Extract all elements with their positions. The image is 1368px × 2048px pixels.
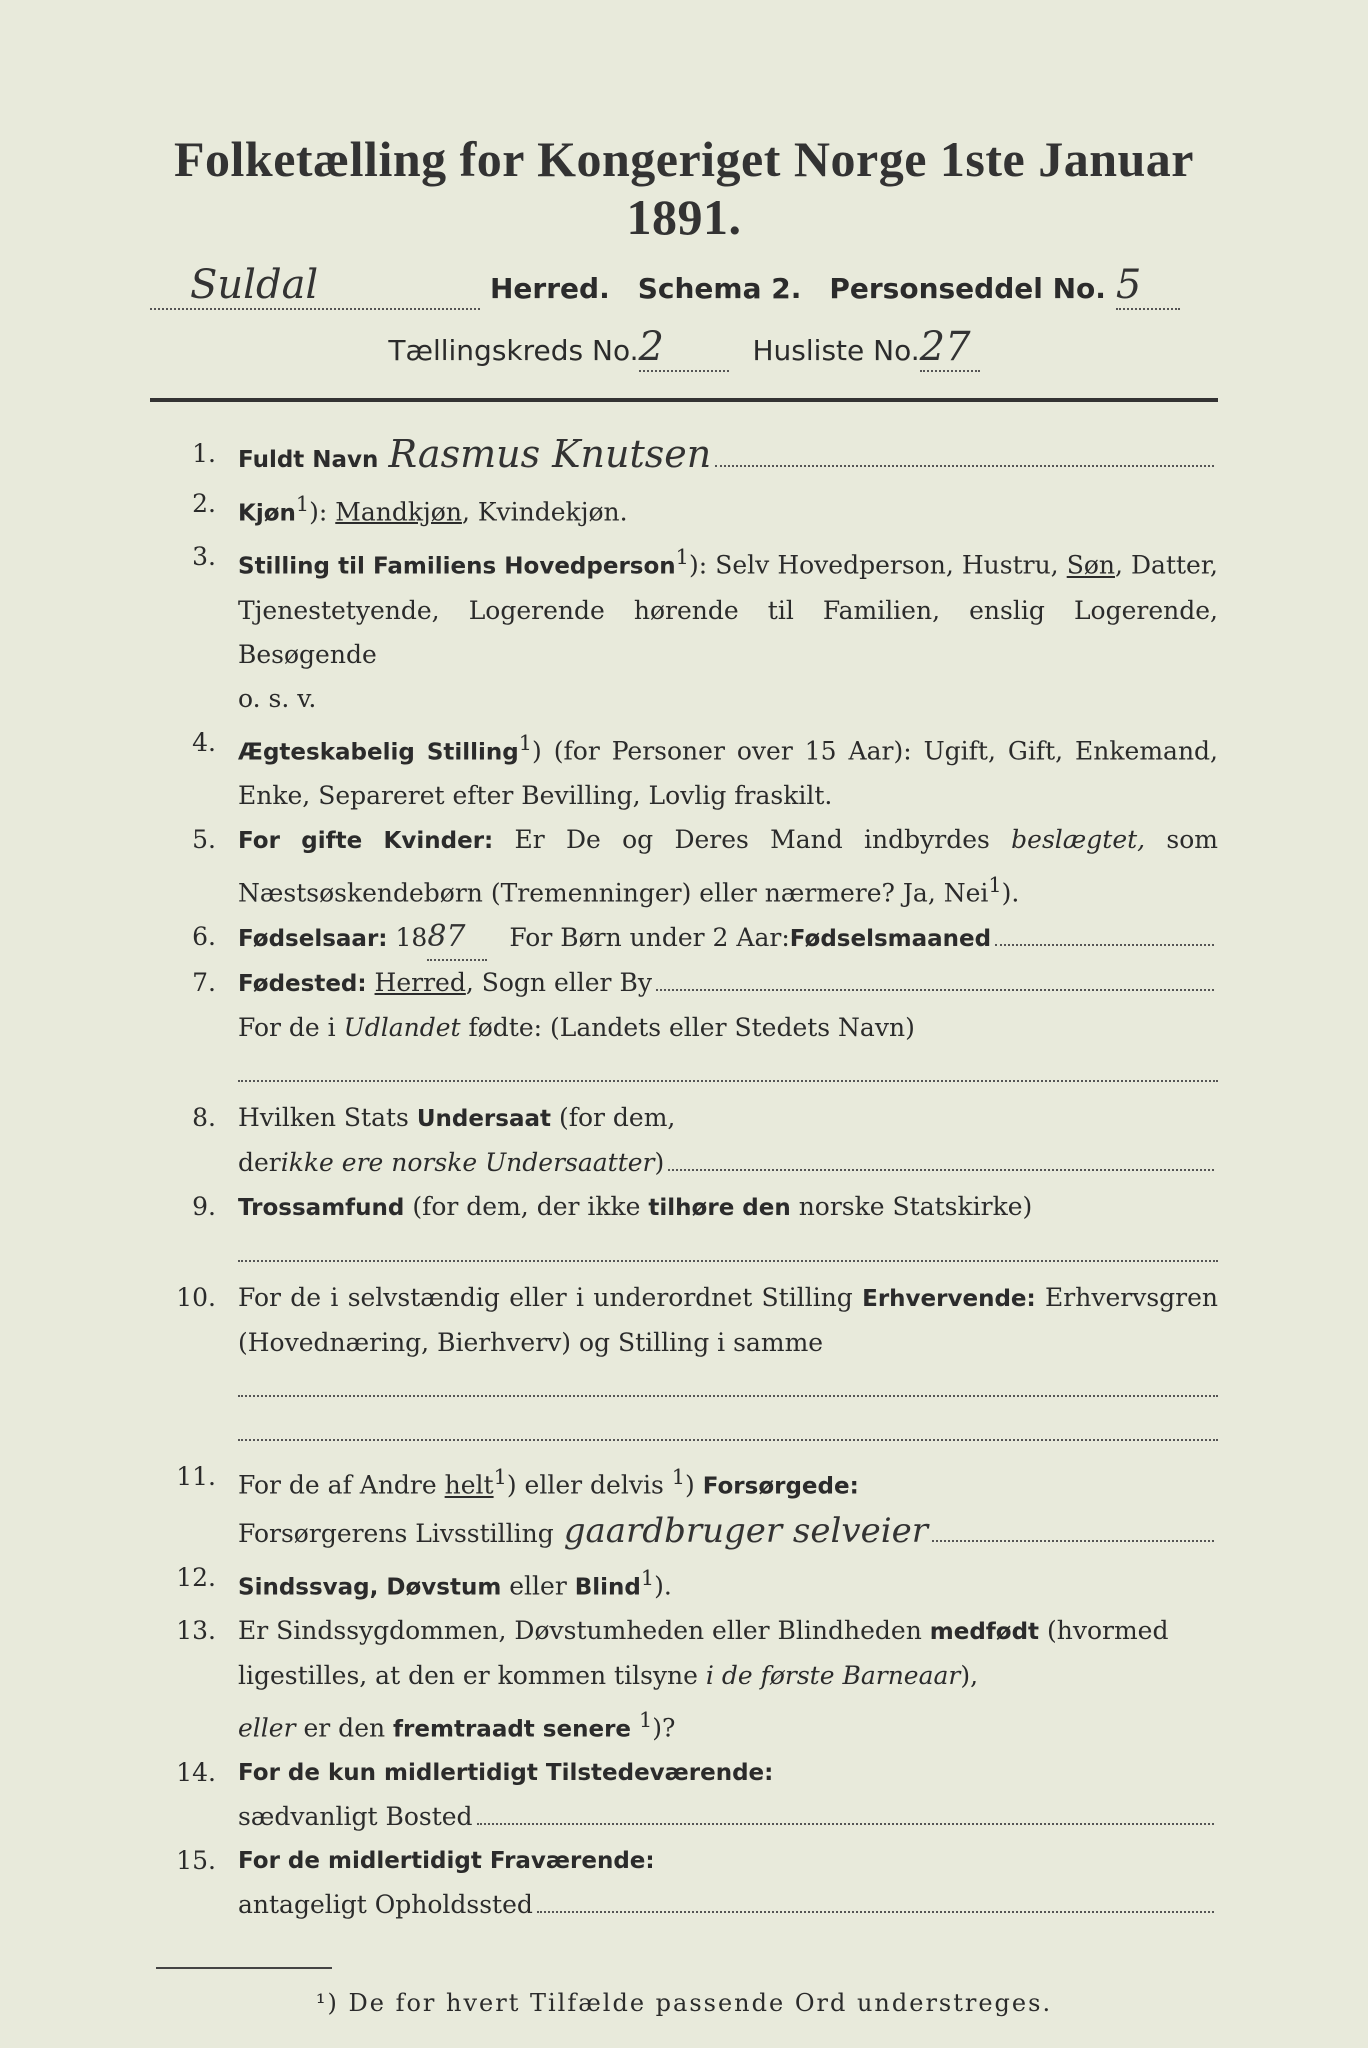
field-text: ): Selv Hovedperson, Hustru,: [688, 550, 1067, 580]
field-text: o. s. v.: [238, 683, 317, 713]
field-text: For de af Andre: [238, 1470, 445, 1500]
selected-option: helt: [444, 1470, 494, 1500]
footnote-mark: 1: [295, 492, 310, 516]
blank-line: [238, 1050, 1218, 1082]
field-label: Ægteskabelig Stilling: [238, 738, 519, 765]
field-label: tilhøre den: [648, 1195, 791, 1222]
field-14: [150, 1751, 1218, 1839]
field-number: 11.: [176, 1462, 216, 1492]
field-label: Erhvervende:: [862, 1286, 1036, 1313]
field-text: sædvanligt Bosted: [238, 1802, 473, 1832]
field-number: 14.: [176, 1758, 216, 1788]
husliste-label: Husliste No.: [752, 334, 920, 367]
herred-line: [150, 262, 1218, 310]
provider-occupation-value: gaardbruger selveier: [563, 1510, 928, 1551]
field-text: (for dem,: [551, 1103, 676, 1133]
header-rule: [150, 398, 1218, 402]
blank-line: [238, 1409, 1218, 1441]
field-number: 10.: [176, 1283, 216, 1313]
field-label: Forsørgede:: [702, 1473, 859, 1500]
footnote-separator: [156, 1967, 332, 1969]
kreds-label: Tællingskreds No.: [388, 334, 639, 367]
field-1: [150, 432, 1218, 482]
field-number: 7.: [192, 968, 216, 998]
field-label: Kjøn: [238, 500, 296, 527]
field-label: For gifte Kvinder:: [238, 827, 494, 854]
field-text: (hvormed ligestilles, at den er kommen tilsyne: [238, 1615, 1169, 1690]
field-text: ): [654, 1148, 665, 1178]
field-number: 3.: [192, 542, 216, 572]
selected-option: Søn: [1066, 550, 1115, 580]
field-text: ) eller delvis: [506, 1470, 672, 1500]
field-text: Erhvervsgren (Hovednæring, Bierhverv) og Stilling i samme: [238, 1283, 1218, 1358]
sex-option-male: Mandkjøn: [335, 497, 462, 527]
field-text: For Børn under 2 Aar:: [509, 923, 790, 953]
field-number: 1.: [192, 439, 216, 468]
field-10: [150, 1276, 1218, 1365]
field-8: [150, 1096, 1218, 1185]
form-title: Folketælling for Kongeriget Norge 1ste Januar 1891.: [173, 131, 1195, 245]
field-number: 2.: [192, 489, 216, 518]
field-label: Stilling til Familiens Hovedperson: [238, 553, 676, 580]
field-label: Sindssvag, Døvstum: [238, 1573, 502, 1600]
field-label: Trossamfund: [238, 1195, 405, 1222]
field-number: 15.: [176, 1846, 216, 1876]
blank-line: [238, 1230, 1218, 1262]
husliste-value: 27: [920, 324, 980, 372]
selected-option: Herred: [374, 968, 466, 998]
field-number: 13.: [176, 1615, 216, 1645]
field-text: eller: [501, 1570, 575, 1600]
field-label: Fødselsaar:: [238, 926, 388, 953]
field-label: fremtraadt senere: [393, 1716, 632, 1743]
field-number: 12.: [176, 1562, 216, 1592]
personseddel-value: 5: [1116, 262, 1180, 310]
field-text: der: [238, 1148, 281, 1178]
field-text: Udlandet: [343, 1013, 461, 1043]
field-13: 13. Er Sindssygdommen, Døvstumheden eller Blindheden medfødt (hvormed ligestilles, at den er kommen tilsyne i de første Barneaar), eller er den fremtraadt senere $^1$)?: [150, 1609, 1218, 1751]
field-number: 4.: [192, 727, 216, 757]
field-label: Blind: [574, 1573, 641, 1600]
herred-label: Herred.: [490, 272, 610, 305]
field-text: som Næstsøskendebørn (Tremenninger) eller nærmere? Ja, Nei: [238, 824, 1218, 908]
field-4: 4. Ægteskabelig Stilling$^1$) (for Personer over 15 Aar): Ugift, Gift, Enkemand, Enke, Separeret efter Bevilling, Lovlig fraskilt.: [150, 721, 1218, 818]
field-text: er den: [295, 1713, 394, 1743]
field-number: 8.: [192, 1103, 216, 1133]
field-label: Fødested:: [238, 971, 367, 998]
field-6: [150, 915, 1218, 961]
field-number: 9.: [192, 1192, 216, 1222]
field-label: Fødselsmaaned: [789, 926, 992, 953]
field-text: ) (for Personer over 15 Aar): Ugift, Gift, Enkemand, Enke, Separeret efter Bevilling, Lovlig fraskilt.: [238, 735, 1218, 810]
field-text: ),: [960, 1660, 979, 1690]
field-9: [150, 1185, 1218, 1230]
field-text: (for dem, der ikke: [404, 1192, 649, 1222]
footnote: ¹) De for hvert Tilfælde passende Ord understreges.: [315, 1989, 1053, 2018]
sex-option-female: , Kvindekjøn.: [461, 497, 628, 527]
field-label: For de midlertidigt Fraværende:: [238, 1848, 655, 1875]
field-text: i de første Barneaar: [705, 1660, 961, 1690]
personseddel-label: Personseddel No.: [829, 272, 1106, 305]
field-label: medfødt: [929, 1618, 1040, 1645]
blank-line: [238, 1365, 1218, 1397]
kreds-line: [150, 324, 1218, 372]
field-text: fødte: (Landets eller Stedets Navn): [460, 1013, 915, 1043]
field-text: For de i selvstændig eller i underordnet Stilling: [238, 1283, 863, 1313]
field-3: 3. Stilling til Familiens Hovedperson$^1$): Selv Hovedperson, Hustru, Søn, Datter, Tjenestetyende, Logerende hørende til Familien, enslig Logerende, Besøgende o. s. v.: [150, 535, 1218, 720]
kreds-value: 2: [639, 324, 729, 372]
field-label: Forsørgerens Livsstilling: [238, 1518, 554, 1548]
field-text: norske Statskirke): [790, 1192, 1033, 1222]
field-5: 5. For gifte Kvinder: Er De og Deres Mand indbyrdes beslægtet, som Næstsøskendebørn (Tremenninger) eller nærmere? Ja, Nei$^1$).: [150, 818, 1218, 915]
birth-year-value: 87: [427, 915, 487, 961]
field-15: [150, 1839, 1218, 1927]
field-text: , Sogn eller By: [465, 968, 652, 998]
field-text: beslægtet,: [1011, 824, 1146, 854]
field-12: 12. Sindssvag, Døvstum eller Blind$^1$).: [150, 1556, 1218, 1609]
field-label: Undersaat: [416, 1106, 551, 1133]
field-label: Fuldt Navn: [238, 447, 379, 473]
field-11: 11. For de af Andre helt$^1$) eller delvis $^1$) Forsørgede: Forsørgerens Livsstilling gaardbruger selveier: [150, 1455, 1218, 1555]
field-number: 5.: [192, 824, 216, 854]
field-2: 2. Kjøn$^1$): Mandkjøn, Kvindekjøn.: [150, 482, 1218, 535]
field-text: ikke ere norske Undersaatter: [280, 1148, 655, 1178]
schema-label: Schema 2.: [637, 272, 802, 305]
field-text: antageligt Opholdssted: [238, 1890, 533, 1920]
field-7: [150, 961, 1218, 1050]
field-text: Hvilken Stats: [238, 1103, 417, 1133]
field-text: eller: [238, 1713, 296, 1743]
birth-year-prefix: 18: [395, 923, 428, 953]
field-text: , Datter, Tjenestetyende, Logerende hørende til Familien, enslig Logerende, Besøgende: [238, 550, 1218, 669]
full-name-value: Rasmus Knutsen: [388, 432, 712, 476]
field-text: Er Sindssygdommen, Døvstumheden eller Blindheden: [238, 1615, 930, 1645]
field-text: Er De og Deres Mand indbyrdes: [493, 824, 1012, 854]
herred-value: Suldal: [150, 262, 480, 310]
field-text: For de i: [238, 1013, 344, 1043]
field-label: For de kun midlertidigt Tilstedeværende:: [238, 1760, 774, 1787]
field-number: 6.: [192, 922, 216, 952]
